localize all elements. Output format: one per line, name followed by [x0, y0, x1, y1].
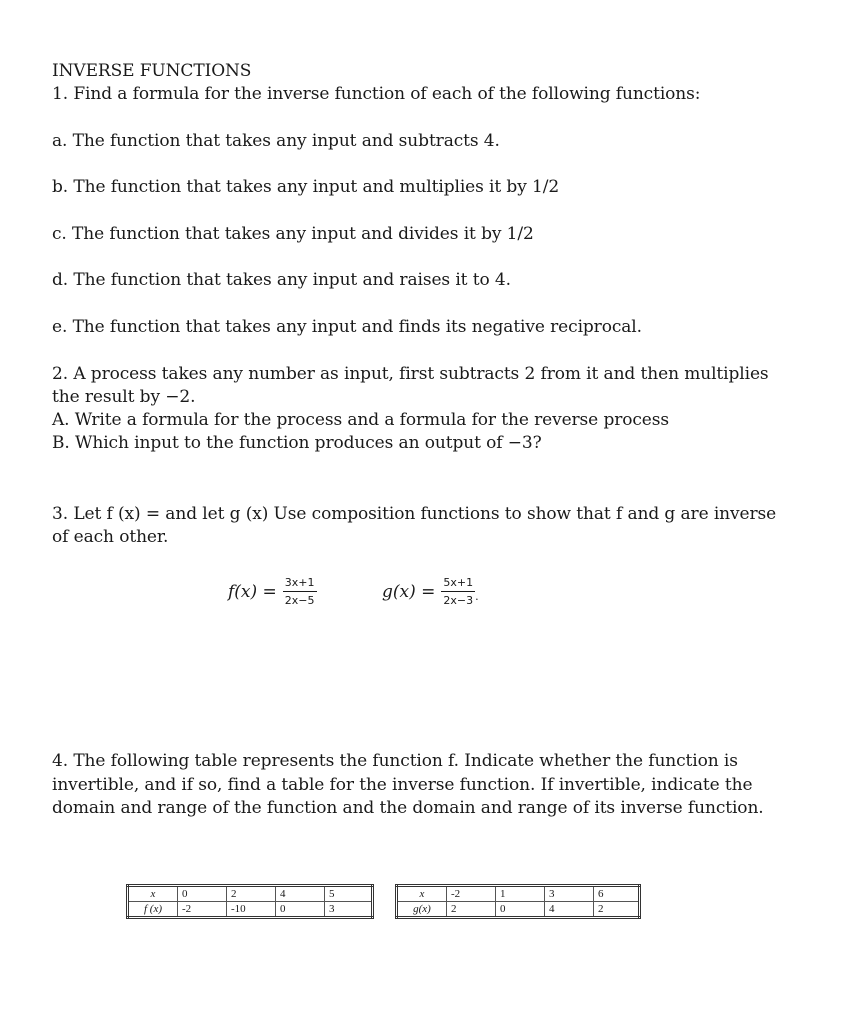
- table-f-cell: 2: [227, 886, 276, 902]
- f-fraction: [283, 576, 317, 607]
- question-4-line2: invertible, and if so, find a table for the inverse function. If invertible, indicate the: [52, 775, 753, 795]
- table-g-cell: 0: [496, 902, 545, 918]
- question-2-line2: the result by −2.: [52, 387, 196, 407]
- table-f-cell: 5: [325, 886, 373, 902]
- question-3-line2: of each other.: [52, 527, 169, 547]
- question-1b: b. The function that takes any input and multiplies it by 1/2: [52, 177, 560, 197]
- table-g-cell: 1: [496, 886, 545, 902]
- g-fraction: [441, 576, 475, 607]
- question-4-line3: domain and range of the function and the domain and range of its inverse function.: [52, 798, 764, 818]
- table-f-cell: 3: [325, 902, 373, 918]
- f-formula-lhs: f(x) =: [228, 581, 277, 602]
- question-2-part-b: B. Which input to the function produces an output of −3?: [52, 433, 542, 453]
- table-f-cell: -2: [178, 902, 227, 918]
- question-1-prompt: 1. Find a formula for the inverse function of each of the following functions:: [52, 84, 701, 104]
- table-g-cell: -2: [447, 886, 496, 902]
- table-f-cell: 0: [276, 902, 325, 918]
- table-g: [395, 884, 641, 919]
- table-g-y-row: [397, 902, 640, 918]
- table-f-y-label: f (x): [128, 902, 178, 918]
- question-1d: d. The function that takes any input and raises it to 4.: [52, 270, 511, 290]
- f-numerator: 3x+1: [283, 576, 317, 592]
- g-formula: [382, 576, 479, 607]
- g-denominator: 2x−3: [443, 594, 474, 607]
- question-1a: a. The function that takes any input and subtracts 4.: [52, 131, 500, 151]
- f-formula: [228, 576, 317, 607]
- g-trailing-period: .: [475, 590, 479, 603]
- table-g-cell: 6: [594, 886, 640, 902]
- question-1c: c. The function that takes any input and divides it by 1/2: [52, 224, 534, 244]
- g-formula-lhs: g(x) =: [382, 581, 436, 602]
- table-f-x-row: [128, 886, 373, 902]
- table-g-cell: 3: [545, 886, 594, 902]
- question-2-part-a: A. Write a formula for the process and a formula for the reverse process: [52, 410, 670, 430]
- question-1e: e. The function that takes any input and finds its negative reciprocal.: [52, 317, 642, 337]
- table-g-x-row: [397, 886, 640, 902]
- table-g-cell: 4: [545, 902, 594, 918]
- f-denominator: 2x−5: [284, 594, 315, 607]
- table-g-y-label: g(x): [397, 902, 447, 918]
- table-g-cell: 2: [594, 902, 640, 918]
- question-4-line1: 4. The following table represents the function f. Indicate whether the function is: [52, 751, 738, 771]
- page-title: INVERSE FUNCTIONS: [52, 61, 252, 81]
- table-f-cell: -10: [227, 902, 276, 918]
- table-f-cell: 4: [276, 886, 325, 902]
- question-3-line1: 3. Let f (x) = and let g (x) Use composition functions to show that f and g are inverse: [52, 504, 777, 524]
- table-f-y-row: [128, 902, 373, 918]
- table-f-x-label: x: [128, 886, 178, 902]
- table-f-cell: 0: [178, 886, 227, 902]
- table-f: [126, 884, 374, 919]
- question-2-line1: 2. A process takes any number as input, first subtracts 2 from it and then multiplies: [52, 364, 769, 384]
- table-g-x-label: x: [397, 886, 447, 902]
- table-g-cell: 2: [447, 902, 496, 918]
- g-numerator: 5x+1: [441, 576, 475, 592]
